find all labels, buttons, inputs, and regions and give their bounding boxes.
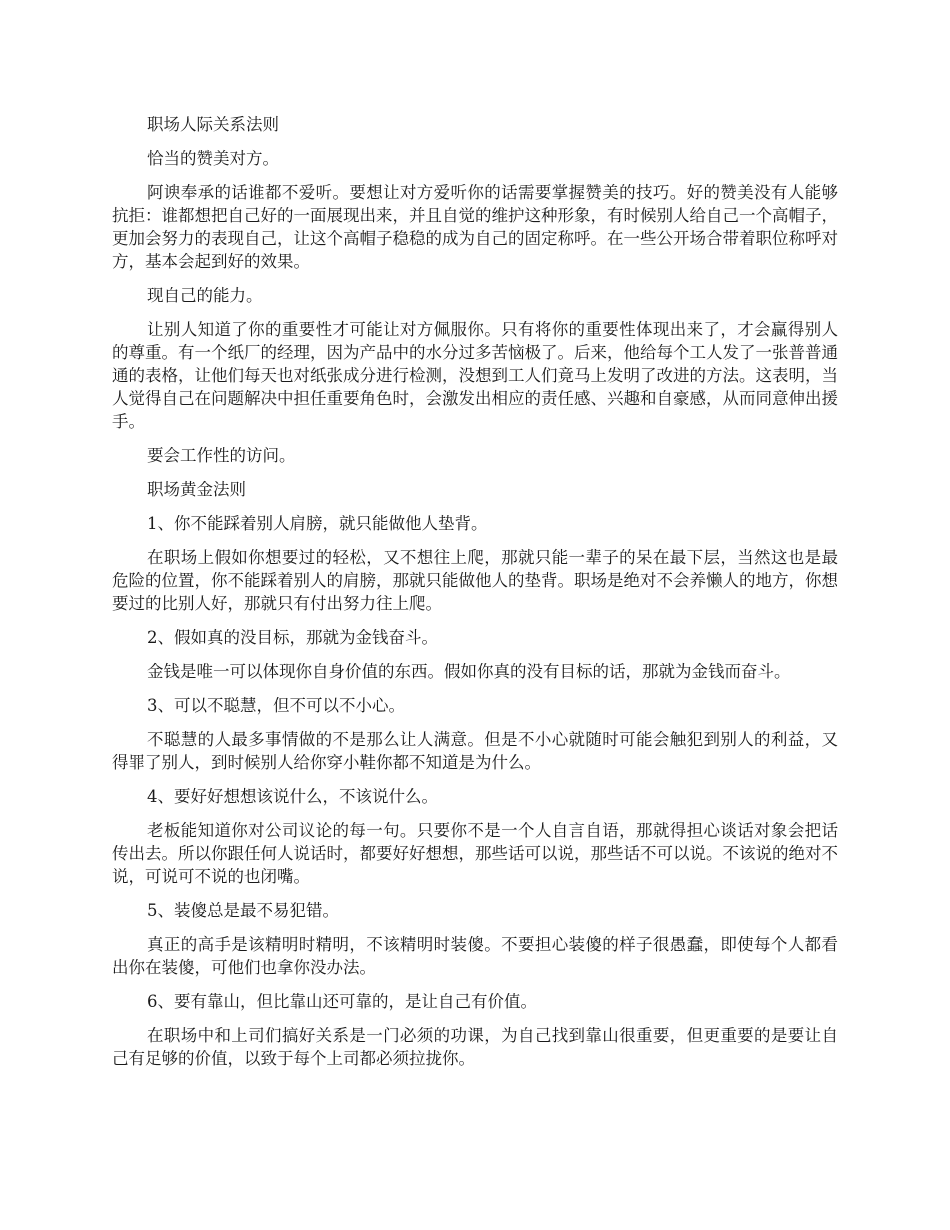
- section-heading: 要会工作性的访问。: [147, 446, 296, 465]
- rule-heading: 6、要有靠山，但比靠山还可靠的，是让自己有价值。: [147, 992, 537, 1011]
- rule-heading: 5、装傻总是最不易犯错。: [147, 901, 339, 920]
- body-paragraph: 阿谀奉承的话谁都不爱听。要想让对方爱听你的话需要掌握赞美的技巧。好的赞美没有人能够抗拒：谁都想把自己好的一面展现出来，并且自觉的维护这种形象，有时候别人给自己一个高帽子，更加会努力的表现自己，让这个高帽子稳稳的成为自己的固定称呼。在一些公开场合带着职位称呼对方，基本会起到好的效果。: [112, 183, 838, 271]
- section-heading: 现自己的能力。: [147, 286, 263, 305]
- section-title: 职场黄金法则: [147, 480, 246, 499]
- body-paragraph: 在职场中和上司们搞好关系是一门必须的功课，为自己找到靠山很重要，但更重要的是要让自己有足够的价值，以致于每个上司都必须拉拢你。: [112, 1026, 838, 1068]
- rule-heading: 3、可以不聪慧，但不可以不小心。: [147, 696, 405, 715]
- document-page: [112, 113, 838, 1081]
- section-heading: 恰当的赞美对方。: [147, 149, 279, 168]
- body-paragraph: 真正的高手是该精明时精明，不该精明时装傻。不要担心装傻的样子很愚蠢，即使每个人都看出你在装傻，可他们也拿你没办法。: [112, 935, 838, 977]
- document-title: 职场人际关系法则: [147, 115, 279, 134]
- body-paragraph: 金钱是唯一可以体现你自身价值的东西。假如你真的没有目标的话，那就为金钱而奋斗。: [147, 662, 791, 681]
- rule-heading: 2、假如真的没目标，那就为金钱奋斗。: [147, 628, 438, 647]
- rule-heading: 1、你不能踩着别人肩膀，就只能做他人垫背。: [147, 514, 488, 533]
- body-paragraph: 不聪慧的人最多事情做的不是那么让人满意。但是不小心就随时可能会触犯到别人的利益，又得罪了别人，到时候别人给你穿小鞋你都不知道是为什么。: [112, 730, 838, 772]
- body-paragraph: 老板能知道你对公司议论的每一句。只要你不是一个人自言自语，那就得担心谈话对象会把话传出去。所以你跟任何人说话时，都要好好想想，那些话可以说，那些话不可以说。不该说的绝对不说，可说可不说的也闭嘴。: [112, 821, 838, 886]
- body-paragraph: 在职场上假如你想要过的轻松，又不想往上爬，那就只能一辈子的呆在最下层，当然这也是最危险的位置，你不能踩着别人的肩膀，那就只能做他人的垫背。职场是绝对不会养懒人的地方，你想要过的比别人好，那就只有付出努力往上爬。: [112, 548, 838, 613]
- body-paragraph: 让别人知道了你的重要性才可能让对方佩服你。只有将你的重要性体现出来了，才会赢得别人的尊重。有一个纸厂的经理，因为产品中的水分过多苦恼极了。后来，他给每个工人发了一张普普通通的表格，让他们每天也对纸张成分进行检测，没想到工人们竟马上发明了改进的方法。这表明，当人觉得自己在问题解决中担任重要角色时，会激发出相应的责任感、兴趣和自豪感，从而同意伸出援手。: [112, 320, 838, 431]
- rule-heading: 4、要好好想想该说什么，不该说什么。: [147, 787, 438, 806]
